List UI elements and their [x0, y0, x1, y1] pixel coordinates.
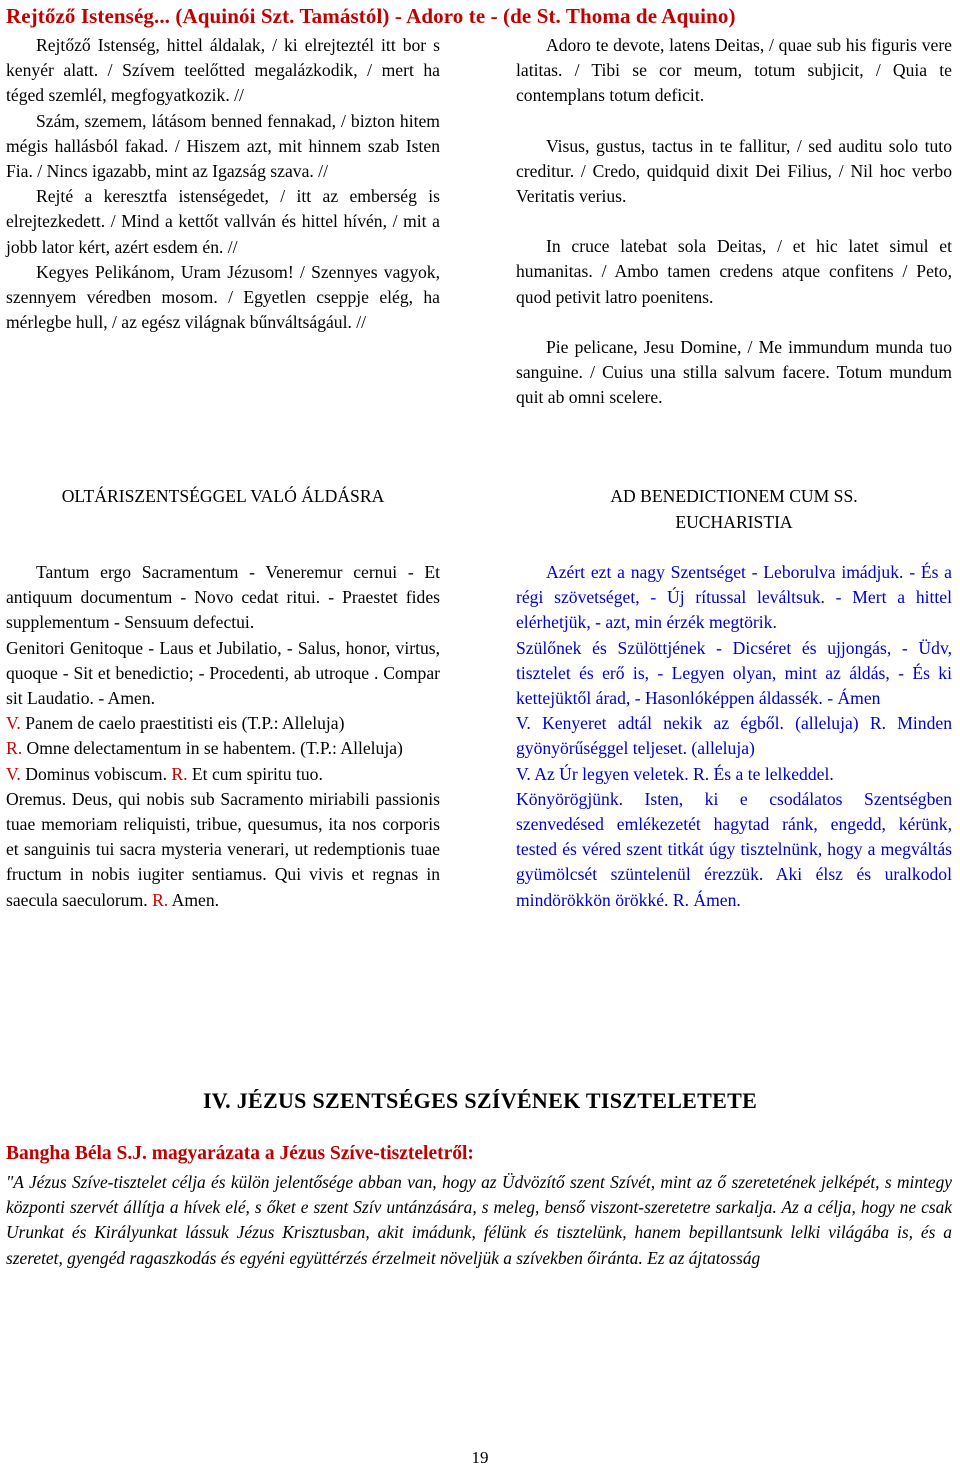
hymn-hu-stanza: Kegyes Pelikánom, Uram Jézusom! / Szennyes vagyok, szennyem véredben mosom. / Egyetlen cseppje elég, ha mérlegbe hull, / az egész világnak bűnváltságául. //: [6, 261, 440, 333]
genitori-stanza: Genitori Genitoque - Laus et Jubilatio, - Salus, honor, virtus, quoque - Sit et benedictio; - Procedenti, ab utroque . Compar sit Laudatio. - Amen.: [6, 637, 440, 709]
intro-paragraph: "A Jézus Szíve-tisztelet célja és külön jelentősége abban van, hogy az Üdvözítő szent Szívét, mint az ő szeretetének jelképét, s mintegy központi szervét állítja a hívek elé, s őket e szent Szív untánzására, s meleg, benső viszont-szeretetre sarkalja. Az a célja, hogy ne csak Urunkat és Királyunkat lássuk Jézus Krisztusban, akit imádunk, félünk és tisztelünk, hanem bepillantsunk lelki világába is, és a szeretet, gyengéd ragaszkodás és egyéni együttérzés érzelmeit növeljük a szívekben őiránta. Ez az ájtatosság: [6, 1172, 952, 1268]
versicle-1: V. Panem de caelo praestitisti eis (T.P.: Alleluja): [6, 713, 345, 734]
hymn-latin-column: [516, 33, 952, 410]
hymn-la-stanza: In cruce latebat sola Deitas, / et hic latet simul et humanitas. / Ambo tamen credens atque confitens / Peto, quod petivit latro poenitens.: [516, 236, 952, 307]
response-mark: R.: [171, 763, 188, 784]
hymn-hu-stanza: Szám, szemem, látásom benned fennakad, / bizton hitem mégis hallásból fakad. / Hiszem azt, mit hinnem szab Isten Fia. / Nincs igazabb, mint az Igazság szava. //: [6, 110, 440, 182]
szulonek-stanza: Szülőnek és Szülöttjének - Dicséret és ujjongás, - Üdv, tisztelet és erő is, - Legyen olyan, mint az áldás, - És ki kettejüktől árad, - Hasonlóképpen áldassék. - Ámen: [516, 637, 952, 709]
versicle-mark: V.: [6, 713, 21, 734]
hymn-la-stanza: Adoro te devote, latens Deitas, / quae sub his figuris vere latitas. / Tibi se cor meum, totum subjicit, / Quia te contemplans totum deficit.: [516, 35, 952, 106]
konyorogjunk-prayer: Könyörögjünk. Isten, ki e csodálatos Szentségben szenvedésed emlékezetét hagytad ránk, engedd, kérünk, tested és véred szent titkát úgy tisztelnünk, hogy a megváltás gyümölcsét szüntelenül érezzük. Aki élsz és uralkodol mindörökkön örökké. R. Ámen.: [516, 788, 952, 910]
response-mark: R.: [152, 889, 169, 910]
benediction-latin-text: [6, 560, 440, 913]
response-1: R. Omne delectamentum in se habentem. (T.P.: Alleluja): [6, 738, 403, 759]
benediction-latin-heading: [516, 483, 952, 535]
tantum-ergo-stanza: Tantum ergo Sacramentum - Veneremur cernui - Et antiquum documentum - Novo cedat ritui. - Praestet fides supplementum - Sensuum defectui.: [6, 562, 440, 633]
oremus-prayer: Oremus. Deus, qui nobis sub Sacramento miriabili passionis tuae memoriam reliquisti, tribue, quesumus, ita nos corporis et sanguinis tui sacra mysteria venerari, ut redemptionis tuae fructum in nobis iugiter sentiamus. Qui vivis et regnas in saecula saeculorum. R. Amen.: [6, 788, 440, 910]
page-number: 19: [471, 1448, 489, 1467]
response-mark: R.: [6, 738, 23, 759]
versicle-2: V. Dominus vobiscum. R. Et cum spiritu tuo.: [6, 763, 323, 784]
benediction-latin-heading-line: EUCHARISTIA: [675, 512, 793, 532]
page-header-title: Rejtőző Istenség... (Aquinói Szt. Tamástól) - Adoro te - (de St. Thoma de Aquino): [6, 4, 736, 28]
hymn-la-stanza: Visus, gustus, tactus in te fallitur, / sed auditu solo tuto creditur. / Credo, quidquid dixit Dei Filius, / Nil hoc verbo Veritatis verius.: [516, 135, 952, 207]
hymn-hu-stanza: Rejtőző Istenség, hittel áldalak, / ki elrejteztél itt bor s kenyér alatt. / Szívem teelőtted megalázkodik, / mert ha téged szemlél, megfogyatkozik. //: [6, 35, 440, 106]
section-title: IV. JÉZUS SZENTSÉGES SZÍVÉNEK TISZTELETETE: [202, 1088, 758, 1113]
azert-stanza: Azért ezt a nagy Szentséget - Leborulva imádjuk. - És a régi szövetséget, - Új rítussal leváltsuk. - Mert a hittel elérhetjük, - azt, min érzék megtörik.: [516, 562, 952, 633]
versicle-mark: V.: [6, 763, 21, 784]
subsection-title: Bangha Béla S.J. magyarázata a Jézus Szíve-tiszteletről:: [6, 1143, 474, 1164]
hymn-hu-stanza: Rejté a keresztfa istenségedet, / itt az emberség is elrejtezkedett. / Mind a kettőt vallván és hittel hívén, / mit a jobb lator kért, azért esdem én. //: [6, 186, 440, 257]
hymn-la-stanza: Pie pelicane, Jesu Domine, / Me immundum munda tuo sanguine. / Cuius una stilla salvum facere. Totum mundum quit ab omni scelere.: [516, 336, 952, 408]
hymn-hungarian-column: [6, 33, 440, 335]
versicle-response-1: V. Kenyeret adtál nekik az égből. (alleluja) R. Minden gyönyörűséggel teljeset. (alleluja): [516, 713, 952, 759]
benediction-hungarian-heading: OLTÁRISZENTSÉGGEL VALÓ ÁLDÁSRA: [61, 486, 385, 506]
versicle-response-2: V. Az Úr legyen veletek. R. És a te lelkeddel.: [516, 763, 834, 784]
benediction-hungarian-text: [516, 560, 952, 913]
benediction-latin-heading-line: AD BENEDICTIONEM CUM SS.: [610, 486, 858, 506]
